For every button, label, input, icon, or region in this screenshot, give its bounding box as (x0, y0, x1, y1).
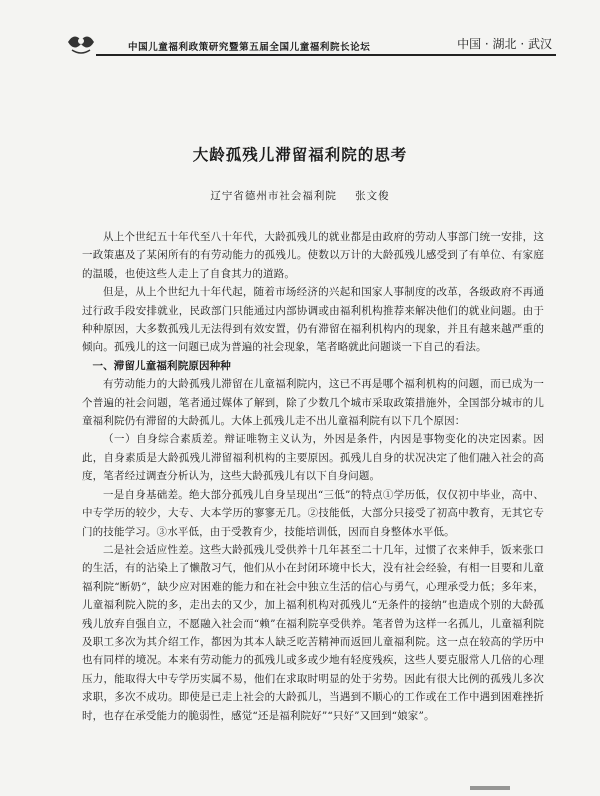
child-welfare-emblem-icon (66, 30, 96, 54)
author-affiliation: 辽宁省德州市社会福利院 (210, 190, 337, 202)
article-body (82, 228, 544, 725)
paragraph: 但是，从上个世纪九十年代起，随着市场经济的兴起和国家人事制度的改革，各级政府不再通过行政手段安排就业，民政部门只能通过内部协调或由福利机构推荐来解决他们的就业问题。由于种种原因，大多数孤残儿无法得到有效安置，仍有滞留在福利机构内的现象，并且有越来越严重的倾向。孤残儿的这一问题已成为普遍的社会现象，笔者略就此问题谈一下自己的看法。 (82, 286, 544, 354)
author-name: 张文俊 (355, 190, 390, 202)
paragraph: 一是自身基础差。绝大部分孤残儿自身呈现出“三低”的特点①学历低，仅仅初中毕业，高中、中专学历的较少，大专、大本学历的寥寥无几。②技能低，大部分只接受了初高中教育，无其它专门的技能学习。③水平低，由于受教育少，技能培训低，因而自身整体水平低。 (82, 488, 544, 538)
running-header (56, 24, 556, 54)
running-title: 中国儿童福利政策研究暨第五届全国儿童福利院长论坛 (128, 42, 371, 53)
header-divider (96, 54, 556, 56)
conference-place: 中国 · 湖北 · 武汉 (457, 37, 552, 51)
paragraph: 二是社会适应性差。这些大龄孤残儿受供养十几年甚至二十几年，过惯了衣来伸手，饭来张口的生活，有的沾染上了懒散习气，他们从小在封闭环境中长大，没有社会经验，有相一目要和儿童福利院“断奶”，缺少应对困难的能力和在社会中独立生活的信心与勇气，心理承受力低；多年来，儿童福利院入院的多，走出去的又少，加上福利机构对孤残儿“无条件的接纳”也造成个别的大龄孤残儿放弃自强自立，不愿融入社会而“赖”在福利院享受供养。笔者曾为这样一名孤儿，儿童福利院及职工多次为其介绍工作，都因为其本人缺乏吃苦精神而返回儿童福利院。这一点在较高的学历中也有同样的境况。本来有劳动能力的孤残儿或多或少地有轻度残疾，这些人要克服常人几倍的心理压力，能取得大中专学历实属不易，他们在求取时明显的处于劣势。因此有很大比例的孤残儿多次求职，多次不成功。即使是已走上社会的大龄孤儿，当遇到不顺心的工作或在工作中遇到困难挫折时，也存在承受能力的脆弱性，感觉“还是福利院好”“只好”又回到“娘家”。 (82, 543, 544, 722)
paragraph: 有劳动能力的大龄孤残儿滞留在儿童福利院内，这已不再是哪个福利机构的问题，而已成为一个普遍的社会问题，笔者通过媒体了解到，除了少数几个城市采取政策措施外，全国部分城市的儿童福利院仍有滞留的大龄孤儿。大体上孤残儿走不出儿童福利院有以下几个原因： (82, 378, 544, 428)
section-heading: 一、滞留儿童福利院原因种种 (92, 359, 231, 372)
scan-artifact (470, 786, 510, 790)
article-title: 大龄孤残儿滞留福利院的思考 (192, 146, 408, 164)
author-line (0, 188, 600, 203)
paragraph: （一）自身综合素质差。辩证唯物主义认为，外因是条件，内因是事物变化的决定因素。因此，自身素质是大龄孤残儿滞留福利机构的主要原因。孤残儿自身的状况决定了他们融入社会的高度，笔者经过调查分析认为，这些大龄孤残儿有以下自身问题。 (82, 433, 544, 483)
paragraph: 从上个世纪五十年代至八十年代，大龄孤残儿的就业都是由政府的劳动人事部门统一安排，这一政策惠及了某闲所有的有劳动能力的孤残儿。使数以万计的大龄孤残儿感受到了有单位、有家庭的温暖，也使这些人走上了自食其力的道路。 (82, 231, 544, 280)
